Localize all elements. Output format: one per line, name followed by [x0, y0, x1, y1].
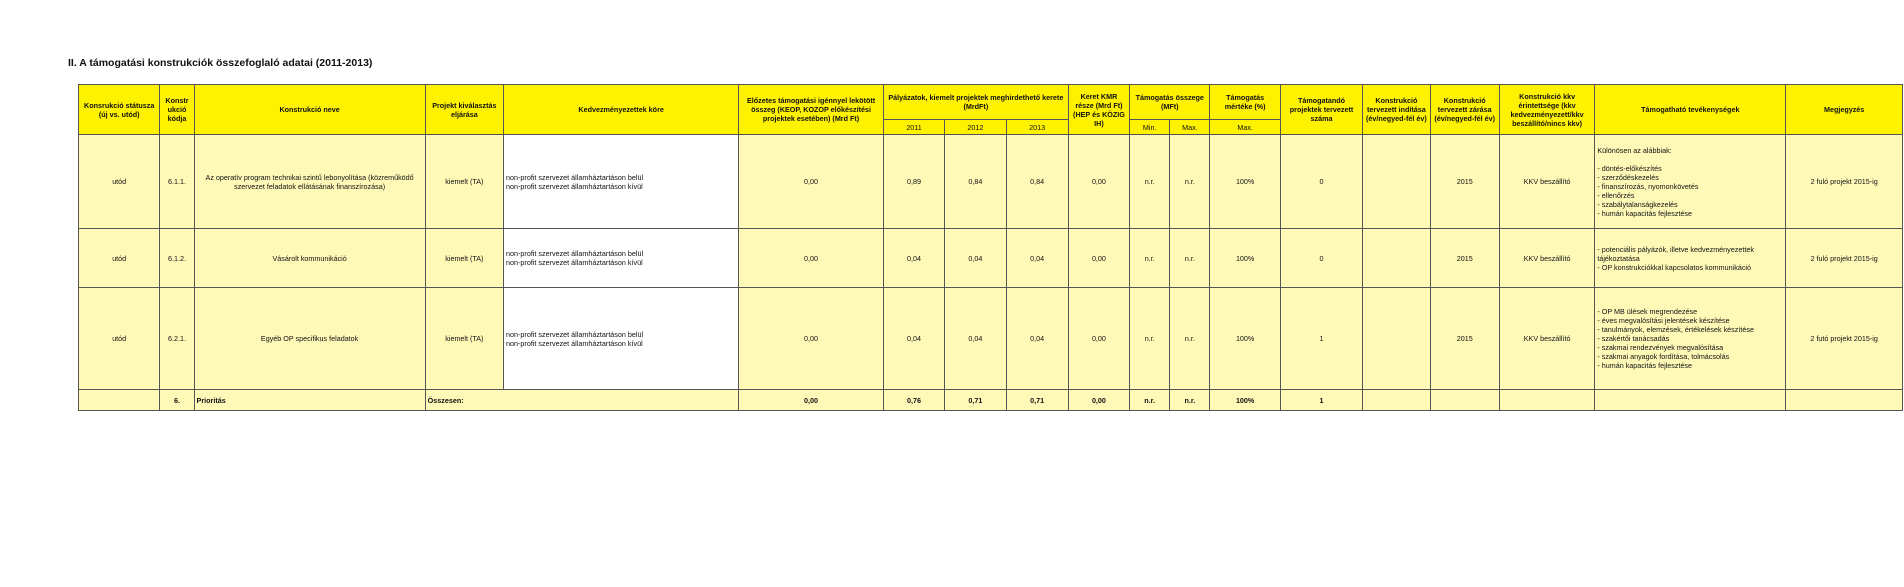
total-label: Összesen: [425, 390, 739, 411]
cell-selection: kiemelt (TA) [425, 135, 503, 229]
activity-line: - finanszírozás, nyomonkövetés [1597, 181, 1699, 191]
cell-max: n.r. [1170, 288, 1210, 390]
cell-kmr: 0,00 [1068, 288, 1129, 390]
cell-planned: 1 [1280, 288, 1362, 390]
cell-rate: 100% [1210, 288, 1280, 390]
header-prior: Előzetes támogatási igénnyel lekötött összeg (KEOP, KOZOP előkészítési projektek esetében) (Mrd Ft) [739, 85, 884, 135]
cell-2011: 0,89 [883, 135, 944, 229]
cell-close: 2015 [1430, 288, 1499, 390]
cell-rate: 100% [1210, 229, 1280, 288]
activity-line: - humán kapacitás fejlesztése [1597, 208, 1693, 218]
cell-selection: kiemelt (TA) [425, 288, 503, 390]
activity-line: - szerződéskezelés [1597, 172, 1659, 182]
cell-launch [1363, 135, 1430, 229]
beneficiary-line: non-profit szervezet államháztartáson kívül [506, 181, 643, 191]
total-empty [1430, 390, 1499, 411]
header-beneficiaries: Kedvezményezettek köre [504, 85, 739, 135]
header-selection: Projekt kiválasztás eljárása [425, 85, 503, 135]
total-prior: 0,00 [739, 390, 884, 411]
cell-close: 2015 [1430, 135, 1499, 229]
cell-2012: 0,04 [945, 229, 1006, 288]
cell-beneficiaries [504, 288, 739, 390]
activity-line: - szabálytalanságkezelés [1597, 199, 1678, 209]
header-kkv: Konstrukció kkv érintettsége (kkv kedvezményezett/kkv beszállító/nincs kkv) [1499, 85, 1594, 135]
activity-line: - éves megvalósítási jelentések készítése [1597, 316, 1730, 325]
activity-line: - tanulmányok, elemzések, értékelések készítése [1597, 325, 1754, 334]
cell-code: 6.1.2. [160, 229, 194, 288]
activity-line: - OP MB ülések megrendezése [1597, 307, 1698, 316]
cell-min: n.r. [1130, 288, 1170, 390]
header-activities: Támogatható tevékenységek [1595, 85, 1786, 135]
beneficiary-line: non-profit szervezet államháztartáson belül [506, 172, 644, 182]
total-empty [1786, 390, 1903, 411]
cell-code: 6.2.1. [160, 288, 194, 390]
cell-launch [1363, 288, 1430, 390]
header-year-2012: 2012 [945, 120, 1006, 135]
beneficiary-line: non-profit szervezet államháztartáson kívül [506, 258, 643, 267]
beneficiary-line: non-profit szervezet államháztartáson kívül [506, 338, 643, 348]
activity-line: - humán kapacitás fejlesztése [1597, 361, 1693, 370]
activity-line: - potenciális pályázók, illetve kedvezményezettek [1597, 244, 1754, 254]
cell-status: utód [79, 135, 160, 229]
header-support-amount: Támogatás összege (MFt) [1130, 85, 1210, 120]
header-code: Konstr ukció kódja [160, 85, 194, 135]
total-empty [1595, 390, 1786, 411]
table-row [79, 229, 1903, 288]
activity-line: Különösen az alábbiak: [1597, 145, 1672, 155]
cell-planned: 0 [1280, 135, 1362, 229]
activity-line: - ellenőrzés [1597, 190, 1635, 200]
cell-code: 6.1.1. [160, 135, 194, 229]
header-kmr: Keret KMR része (Mrd Ft) (HEP és KÖZIG IH) [1068, 85, 1129, 135]
header-launch: Konstrukció tervezett indítása (év/negyed-fél év) [1363, 85, 1430, 135]
total-max: n.r. [1170, 390, 1210, 411]
header-calls: Pályázatok, kiemelt projektek meghirdethető kerete (MrdFt) [883, 85, 1068, 120]
beneficiary-line: non-profit szervezet államháztartáson belül [506, 329, 644, 339]
cell-kkv: KKV beszállító [1499, 229, 1594, 288]
activity-line: - szakmai rendezvények megvalósítása [1597, 343, 1724, 352]
cell-name: Vásárolt kommunikáció [194, 229, 425, 288]
cell-2012: 0,84 [945, 135, 1006, 229]
total-kmr: 0,00 [1068, 390, 1129, 411]
cell-kkv: KKV beszállító [1499, 288, 1594, 390]
cell-kkv: KKV beszállító [1499, 135, 1594, 229]
total-planned: 1 [1280, 390, 1362, 411]
header-status: Konsrukció státusza (új vs. utód) [79, 85, 160, 135]
cell-name: Egyéb OP specifikus feladatok [194, 288, 425, 390]
header-support-rate: Támogatás mértéke (%) [1210, 85, 1280, 120]
cell-launch [1363, 229, 1430, 288]
cell-planned: 0 [1280, 229, 1362, 288]
total-min: n.r. [1130, 390, 1170, 411]
cell-selection: kiemelt (TA) [425, 229, 503, 288]
activity-line: - szakértői tanácsadás [1597, 334, 1670, 343]
cell-status [79, 390, 160, 411]
cell-status: utód [79, 288, 160, 390]
cell-beneficiaries [504, 229, 739, 288]
table-row [79, 135, 1903, 229]
activity-line: tájékoztatása [1597, 253, 1640, 263]
total-name: Prioritás [194, 390, 425, 411]
cell-2013: 0,84 [1006, 135, 1068, 229]
cell-2013: 0,04 [1006, 288, 1068, 390]
total-row [79, 390, 1903, 411]
cell-2011: 0,04 [883, 288, 944, 390]
cell-min: n.r. [1130, 135, 1170, 229]
header-close: Konstrukció tervezett zárása (év/negyed-fél év) [1430, 85, 1499, 135]
total-rate: 100% [1210, 390, 1280, 411]
cell-max: n.r. [1170, 135, 1210, 229]
total-empty [1363, 390, 1430, 411]
cell-name: Az operatív program technikai szintű lebonyolítása (közreműködő szervezet feladatok ellátásának finanszírozása) [194, 135, 425, 229]
total-2012: 0,71 [945, 390, 1006, 411]
total-2011: 0,76 [883, 390, 944, 411]
cell-activities [1595, 288, 1786, 390]
cell-close: 2015 [1430, 229, 1499, 288]
header-year-2011: 2011 [883, 120, 944, 135]
cell-prior: 0,00 [739, 229, 884, 288]
cell-rate: 100% [1210, 135, 1280, 229]
cell-note: 2 fuló projekt 2015-ig [1786, 229, 1903, 288]
cell-beneficiaries [504, 135, 739, 229]
header-min: Min. [1130, 120, 1170, 135]
total-empty [1499, 390, 1594, 411]
cell-activities [1595, 229, 1786, 288]
header-name: Konstrukció neve [194, 85, 425, 135]
activity-line [1597, 155, 1783, 164]
cell-kmr: 0,00 [1068, 229, 1129, 288]
activity-line: - döntés-előkészítés [1597, 163, 1662, 173]
header-note: Megjegyzés [1786, 85, 1903, 135]
summary-table [78, 84, 1903, 411]
cell-kmr: 0,00 [1068, 135, 1129, 229]
cell-status: utód [79, 229, 160, 288]
header-year-2013: 2013 [1006, 120, 1068, 135]
cell-2013: 0,04 [1006, 229, 1068, 288]
total-2013: 0,71 [1006, 390, 1068, 411]
table-row [79, 288, 1903, 390]
cell-activities [1595, 135, 1786, 229]
header-planned-projects: Támogatandó projektek tervezett száma [1280, 85, 1362, 135]
cell-2011: 0,04 [883, 229, 944, 288]
total-code: 6. [160, 390, 194, 411]
page-title: II. A támogatási konstrukciók összefoglaló adatai (2011-2013) [68, 57, 373, 69]
cell-max: n.r. [1170, 229, 1210, 288]
cell-2012: 0,04 [945, 288, 1006, 390]
cell-min: n.r. [1130, 229, 1170, 288]
activity-line: - szakmai anyagok fordítása, tolmácsolás [1597, 352, 1730, 361]
header-max: Max. [1170, 120, 1210, 135]
cell-prior: 0,00 [739, 135, 884, 229]
cell-prior: 0,00 [739, 288, 884, 390]
beneficiary-line: non-profit szervezet államháztartáson belül [506, 249, 644, 258]
cell-note: 2 futó projekt 2015-ig [1786, 288, 1903, 390]
cell-note: 2 fuló projekt 2015-ig [1786, 135, 1903, 229]
header-row [79, 85, 1903, 120]
header-rate-max: Max. [1210, 120, 1280, 135]
activity-line: - OP konstrukciókkal kapcsolatos kommunikáció [1597, 262, 1752, 272]
